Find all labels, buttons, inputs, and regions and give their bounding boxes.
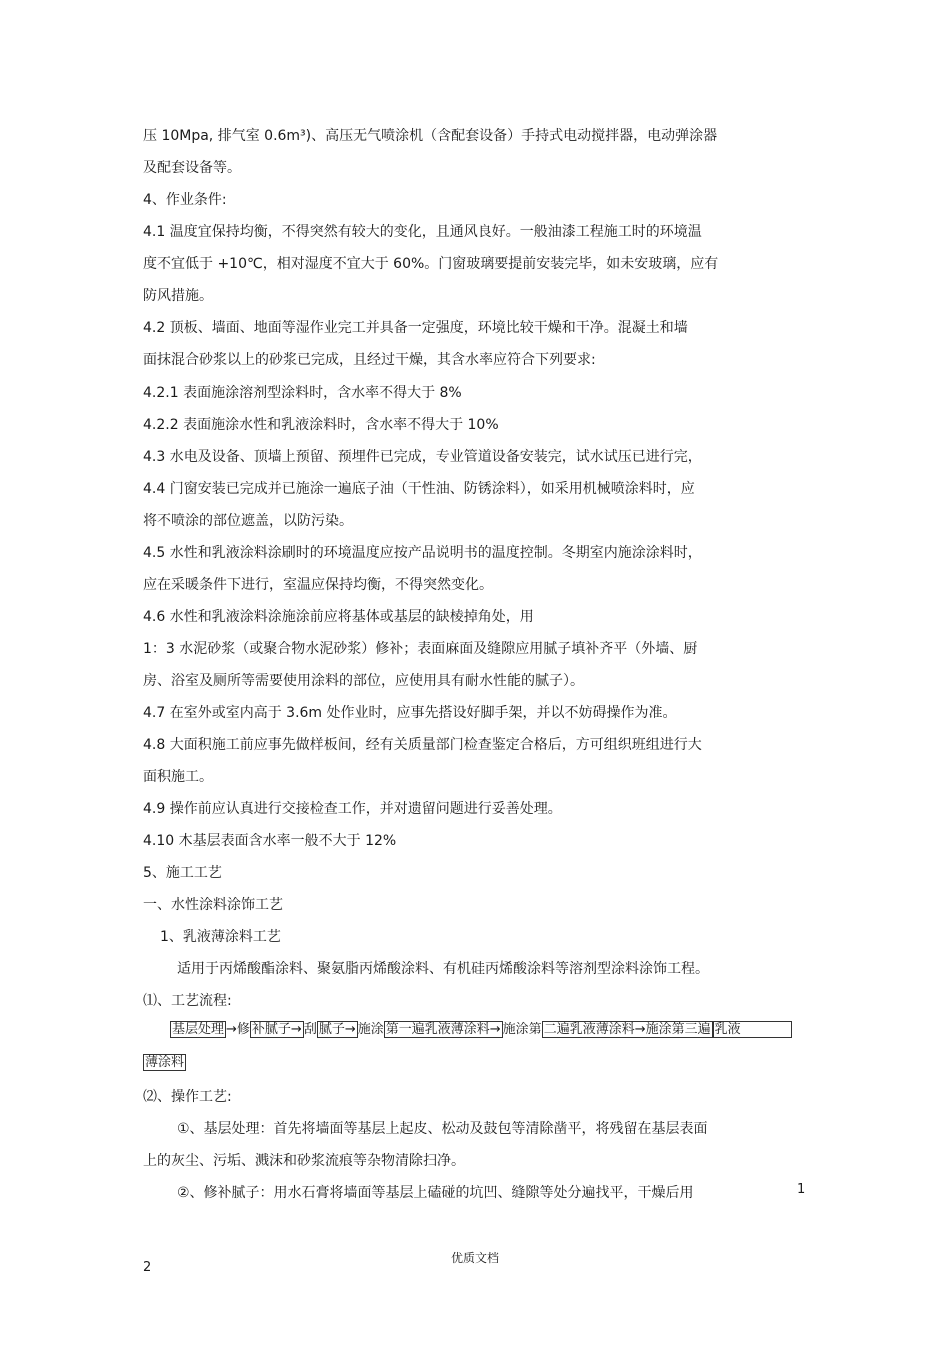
text-line: 应在采暖条件下进行，室温应保持均衡，不得突然变化。 [143,577,493,593]
flow-text: 刮 [303,1022,317,1037]
text-line: 4.5 水性和乳液涂料涂刷时的环境温度应按产品说明书的温度控制。冬期室内施涂涂料时， [143,545,702,561]
text-line: ⑵、操作工艺: [143,1089,232,1105]
flow-box: 基层处理 [172,1022,225,1037]
text-line: 及配套设备等。 [143,160,241,176]
text-line: 4.4 门窗安装已完成并已施涂一遍底子油（干性油、防锈涂料），如采用机械喷涂料时，应 [143,481,695,497]
footer-label: 优质文档 [450,1251,499,1265]
text-line: ①、基层处理：首先将墙面等基层上起皮、松动及鼓包等清除凿平，将残留在基层表面 [177,1121,708,1137]
text-line: 4.2 顶板、墙面、地面等湿作业完工并具备一定强度，环境比较干燥和干净。混凝土和墙 [143,320,688,336]
flow-text: →修 [226,1022,250,1037]
text-line: 4.7 在室外或室内高于 3.6m 处作业时，应事先搭设好脚手架，并以不妨碍操作为准。 [143,705,677,721]
flow-text: 施涂 [357,1022,384,1037]
text-line: 4.9 操作前应认真进行交接检查工作，并对遗留问题进行妥善处理。 [143,801,562,817]
flow-box: 薄涂料 [145,1055,185,1070]
process-flow [170,1021,792,1039]
text-line: 面积施工。 [143,769,213,785]
flow-box: 腻子→ [318,1022,356,1037]
text-line: 房、浴室及厕所等需要使用涂料的部位，应使用具有耐水性能的腻子）。 [143,673,584,689]
text-line: ⑴、工艺流程: [143,993,232,1009]
text-line: 面抹混合砂浆以上的砂浆已完成，且经过干燥，其含水率应符合下列要求: [143,352,596,368]
side-number: 1 [797,1182,806,1197]
subsection-heading: 1、乳液薄涂料工艺 [160,929,281,945]
section-heading: 5、施工工艺 [143,865,222,881]
text-line: 4.2.2 表面施涂水性和乳液涂料时，含水率不得大于 10% [143,417,499,433]
text-line: 将不喷涂的部位遮盖，以防污染。 [143,513,353,529]
text-line: 压 10Mpa, 排气室 0.6m³)、高压无气喷涂机（含配套设备）手持式电动搅拌器，电动弹涂器 [143,128,718,144]
text-line: 适用于丙烯酸酯涂料、聚氨脂丙烯酸涂料、有机硅丙烯酸涂料等溶剂型涂料涂饰工程。 [177,961,709,977]
section-heading: 一、水性涂料涂饰工艺 [143,897,283,913]
text-line: 度不宜低于 +10℃，相对湿度不宜大于 60%。门窗玻璃要提前安装完毕，如未安玻璃，应有 [143,256,719,272]
text-line: 1：3 水泥砂浆（或聚合物水泥砂浆）修补；表面麻面及缝隙应用腻子填补齐平（外墙、厨 [143,641,698,657]
text-line: 4.3 水电及设备、顶墙上预留、预埋件已完成，专业管道设备安装完，试水试压已进行完， [143,449,702,465]
text-line: 4.2.1 表面施涂溶剂型涂料时，含水率不得大于 8% [143,385,462,401]
flow-box: 第一遍乳液薄涂料→ [385,1022,501,1037]
section-heading: 4、作业条件: [143,192,227,208]
text-line: 防风措施。 [143,288,213,304]
flow-box: 乳液 [713,1021,792,1038]
text-line: 4.10 木基层表面含水率一般不大于 12% [143,833,397,849]
flow-box: 二遍乳液薄涂料→施涂第三遍 [543,1022,711,1037]
process-flow-continued [143,1054,186,1072]
text-line: 上的灰尘、污垢、溅沫和砂浆流痕等杂物清除扫净。 [143,1153,465,1169]
flow-text: 施涂第 [502,1022,542,1037]
text-line: ②、修补腻子：用水石膏将墙面等基层上磕碰的坑凹、缝隙等处分遍找平，干燥后用 [177,1185,694,1201]
text-line: 4.1 温度宜保持均衡，不得突然有较大的变化，且通风良好。一般油漆工程施工时的环境温 [143,224,702,240]
text-line: 4.6 水性和乳液涂料涂施涂前应将基体或基层的缺棱掉角处，用 [143,609,534,625]
page-number: 2 [143,1260,152,1275]
text-line: 4.8 大面积施工前应事先做样板间，经有关质量部门检查鉴定合格后，方可组织班组进行大 [143,737,702,753]
flow-box: 补腻子→ [251,1022,302,1037]
